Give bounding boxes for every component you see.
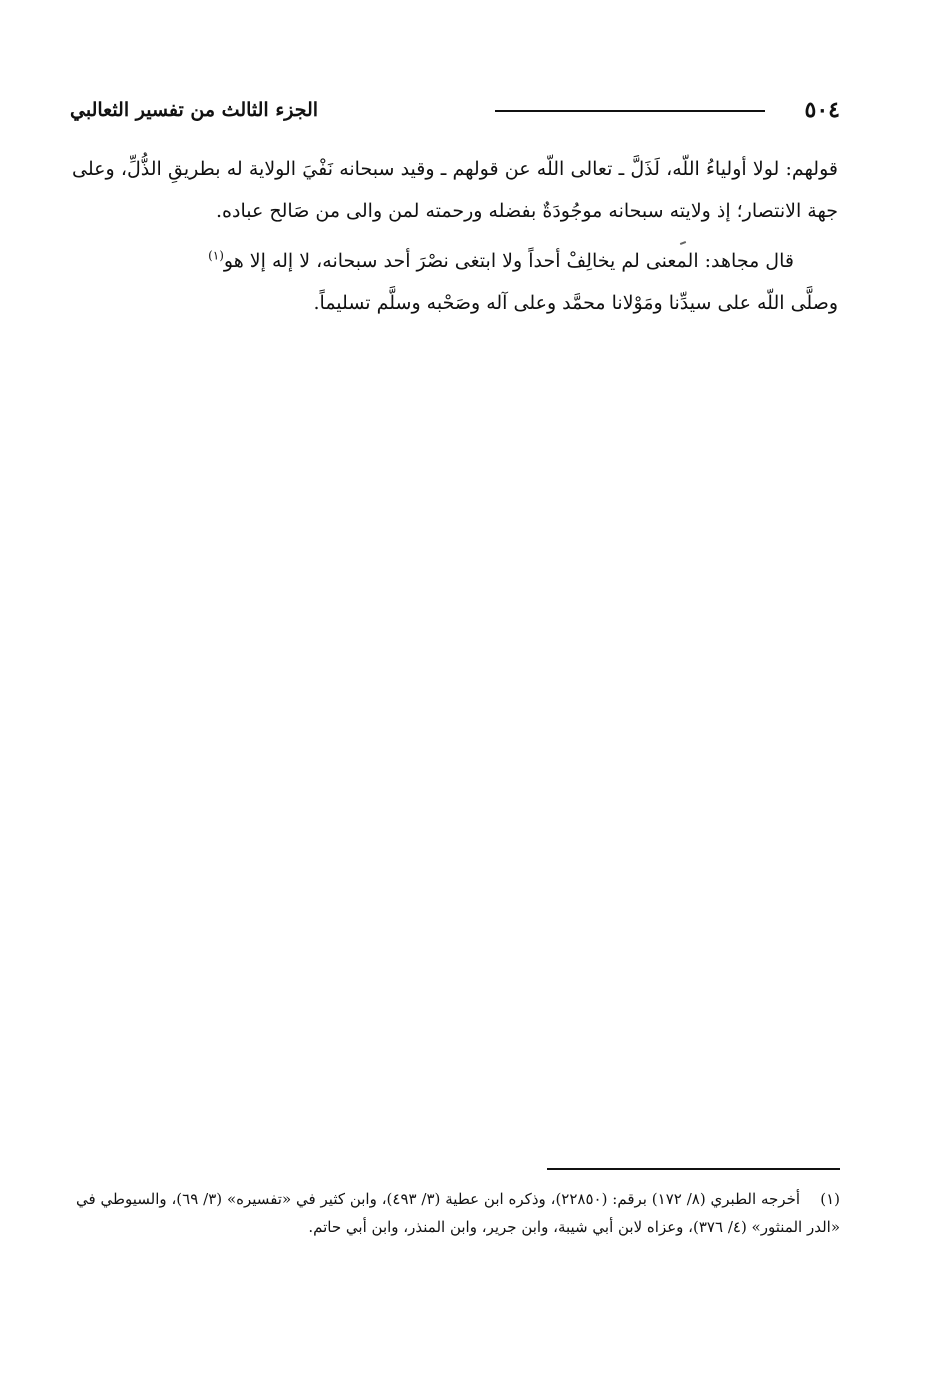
- paragraph-2: [72, 240, 838, 324]
- paragraph-2-text: قال مجاهد: المعنى لم يخالِفْ أحداً ولا ابتغى نصْرَ أحد سبحانه، لا إله إلا هو: [223, 250, 794, 272]
- footnote-reference[interactable]: (١): [208, 248, 224, 263]
- page-number: ٥٠٤: [804, 97, 840, 123]
- main-text: [72, 148, 838, 332]
- footnote: [76, 1185, 840, 1241]
- footnote-text: أخرجه الطبري (٨/ ١٧٢) برقم: (٢٢٨٥٠)، وذكره ابن عطية (٣/ ٤٩٣)، وابن كثير في «تفسيره» (٣/ ٦٩)، والسيوطي في «الدر المنثور» (٤/ ٣٧٦)، وعزاه لابن أبي شيبة، وابن جرير، وابن المنذر، وابن أبي حاتم.: [76, 1190, 840, 1236]
- header-title: الجزء الثالث من تفسير الثعالبي: [70, 99, 319, 121]
- footnote-number: (١): [820, 1190, 841, 1208]
- paragraph-1: قولهم: لولا أولياءُ اللّه، لَذَلَّ ـ تعالى اللّه عن قولهم ـ وقيد سبحانه نَفْيَ الولاية له بطريقِ الذُّلِّ، وعلى جهة الانتصار؛ إذ ولايته سبحانه موجُودَةٌ بفضله ورحمته لمن والى من صَالح عباده.: [72, 158, 838, 222]
- header-rule: [495, 110, 765, 112]
- running-header: [70, 92, 840, 128]
- closing-prayer: وصلَّى اللّه على سيدِّنا ومَوْلانا محمَّد وعلى آله وصَحْبه وسلَّم تسليماً.: [313, 292, 838, 314]
- footnote-rule: [547, 1168, 840, 1170]
